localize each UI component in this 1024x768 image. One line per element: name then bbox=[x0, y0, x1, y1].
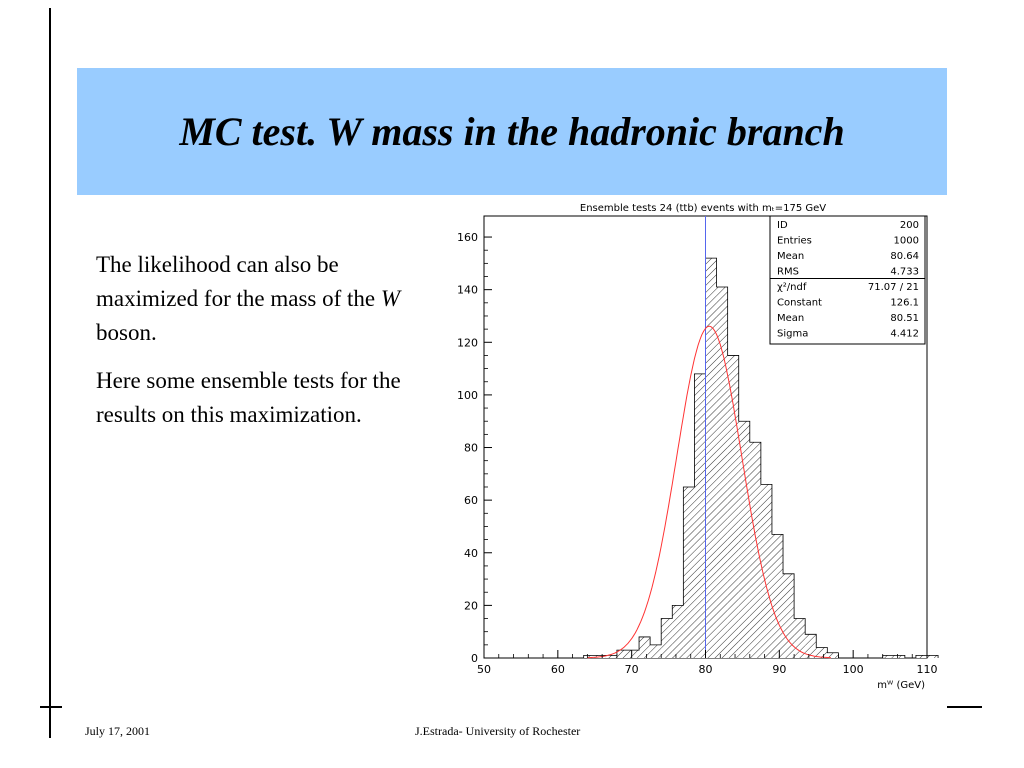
stat-value: 80.51 bbox=[890, 313, 919, 324]
y-tick-label: 160 bbox=[457, 231, 478, 245]
histogram-bar bbox=[706, 258, 717, 658]
paragraph-2: Here some ensemble tests for the results on this maximization. bbox=[96, 368, 401, 427]
paragraph-1-end: boson. bbox=[96, 320, 157, 345]
y-tick-label: 80 bbox=[464, 441, 478, 455]
histogram-bar bbox=[794, 619, 805, 658]
x-axis-label: mᵂ (GeV) bbox=[877, 680, 925, 691]
x-tick-label: 70 bbox=[624, 663, 639, 676]
histogram-bar bbox=[639, 637, 650, 658]
stat-value: 71.07 / 21 bbox=[867, 282, 919, 293]
stat-label: Mean bbox=[777, 251, 805, 262]
histogram-bar bbox=[694, 374, 705, 658]
y-tick-label: 20 bbox=[464, 599, 478, 613]
footer-author: J.Estrada- University of Rochester bbox=[415, 724, 581, 738]
x-tick-label: 100 bbox=[842, 663, 864, 676]
body-text bbox=[96, 248, 416, 446]
y-tick-label: 100 bbox=[457, 388, 478, 402]
paragraph-1-text: The likelihood can also be maximized for the mass of the bbox=[96, 252, 381, 311]
footer-date: July 17, 2001 bbox=[85, 724, 151, 738]
left-margin-line bbox=[49, 8, 51, 738]
stat-label: Constant bbox=[777, 297, 822, 309]
stat-label: Entries bbox=[777, 235, 812, 247]
stat-value: 4.412 bbox=[890, 328, 919, 340]
stat-value: 4.733 bbox=[890, 266, 919, 278]
histogram-bar bbox=[650, 645, 661, 658]
y-tick-label: 140 bbox=[457, 283, 478, 297]
slide-title: MC test. W mass in the hadronic branch bbox=[179, 109, 845, 154]
histogram-chart bbox=[420, 196, 940, 696]
histogram-bar bbox=[717, 287, 728, 658]
histogram-bar bbox=[628, 650, 639, 658]
stat-value: 200 bbox=[899, 220, 919, 231]
stat-label: ID bbox=[777, 220, 788, 231]
stat-value: 1000 bbox=[893, 235, 919, 247]
x-tick-label: 50 bbox=[477, 663, 491, 676]
histogram-bar bbox=[750, 442, 761, 658]
footer-rule-left bbox=[40, 706, 62, 708]
x-tick-label: 90 bbox=[772, 663, 787, 676]
histogram-bar bbox=[672, 605, 683, 658]
y-tick-label: 60 bbox=[464, 494, 478, 508]
histogram-bar bbox=[728, 355, 739, 658]
histogram-bar bbox=[683, 487, 694, 658]
y-tick-label: 0 bbox=[471, 652, 478, 665]
title-banner bbox=[77, 68, 947, 195]
stat-value: 126.1 bbox=[890, 297, 919, 309]
footer-rule-right bbox=[947, 706, 982, 708]
stat-label: Sigma bbox=[777, 328, 809, 340]
stat-label: RMS bbox=[777, 266, 799, 278]
histogram-bar bbox=[739, 421, 750, 658]
stat-label: Mean bbox=[777, 313, 805, 324]
y-tick-label: 40 bbox=[464, 546, 478, 560]
histogram-bar bbox=[661, 619, 672, 658]
stats-box bbox=[770, 216, 925, 344]
paragraph-1 bbox=[96, 248, 416, 350]
y-tick-label: 120 bbox=[457, 336, 478, 350]
w-symbol: W bbox=[380, 286, 401, 311]
x-tick-label: 80 bbox=[698, 663, 713, 676]
histogram-bar bbox=[772, 534, 783, 658]
x-tick-label: 110 bbox=[916, 663, 938, 676]
chart-title: Ensemble tests 24 (ttb) events with mₜ=175 GeV bbox=[579, 203, 827, 214]
stat-label: χ²/ndf bbox=[777, 282, 807, 293]
stat-value: 80.64 bbox=[890, 251, 919, 262]
x-tick-label: 60 bbox=[550, 663, 565, 676]
